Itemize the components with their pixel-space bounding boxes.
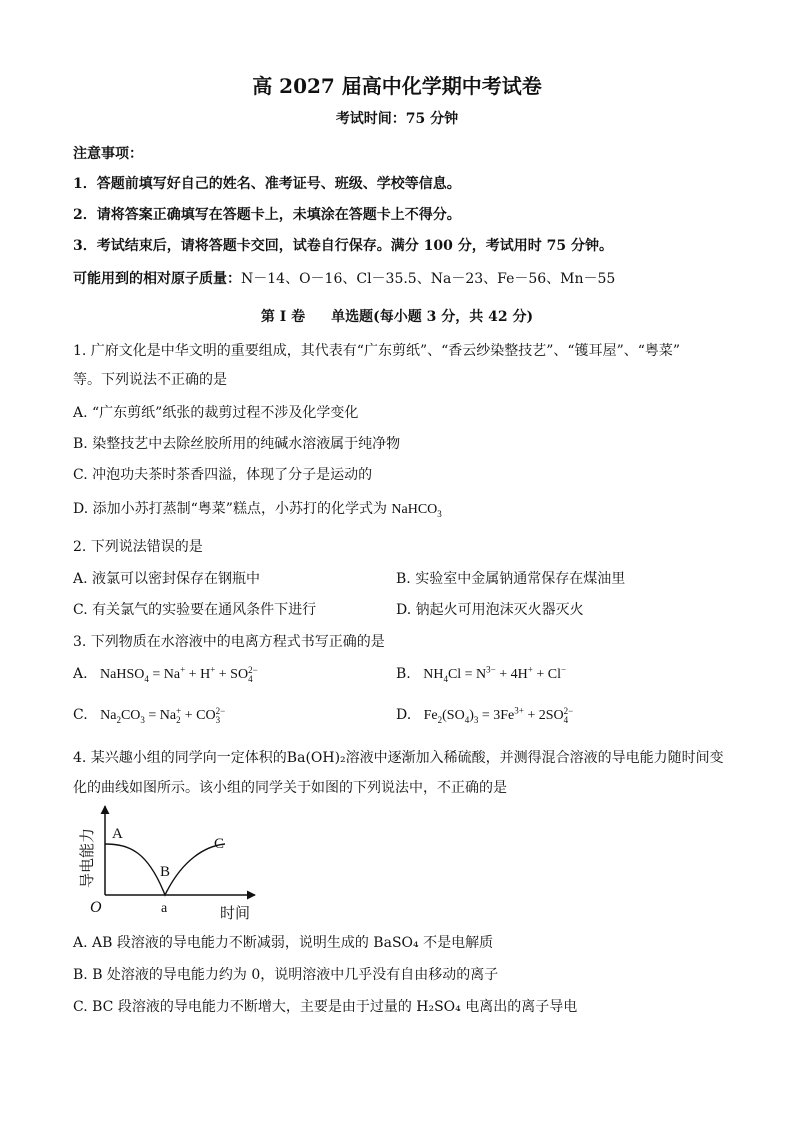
notice-item-2: 2．请将答案正确填写在答题卡上，未填涂在答题卡上不得分。 [73,207,461,223]
atomic-mass-label: 可能用到的相对原子质量： [73,271,241,287]
q4-stem-line1: 4. 某兴趣小组的同学向一定体积的Ba(OH)₂溶液中逐渐加入稀硫酸，并测得混合溶液的导电能力随时间变 [73,750,724,766]
point-label-b: B [160,864,171,880]
q1-option-d-text: D. 添加小苏打蒸制“粤菜”糕点，小苏打的化学式为 [73,501,387,517]
x-tick-label: a [161,901,168,916]
origin-label: O [90,899,102,916]
q3-option-a-equation: NaHSO$_4$ = Na+ + H+ + SO 2− 4 [100,664,258,685]
point-label-a: A [112,826,123,842]
section-name: 单选题(每小题 3 分，共 42 分) [331,309,534,325]
q2-option-a: A. 液氯可以密封保存在钢瓶中 [73,571,261,587]
q3-option-d: D. $Fe_2(SO_4)_3 = 3Fe^{3+} + 2SO$ 2− 4 [396,705,574,726]
q4-stem-line2: 化的曲线如图所示。该小组的同学关于如图的下列说法中，不正确的是 [73,780,507,796]
atomic-mass-line [73,268,615,288]
y-axis-label: 导电能力 [78,827,96,888]
exam-time: 考试时间：75 分钟 [335,111,459,127]
section-part: 第 I 卷 [260,309,306,325]
notice-item-3: 3．考试结束后，请将答题卡交回，试卷自行保存。满分 100 分，考试用时 75 分钟。 [73,238,613,254]
q1-stem-line2: 等。下列说法不正确的是 [73,372,227,388]
q3-option-b-equation: $NH_4Cl = N^{3-} + 4H^+ + Cl^-$ [423,664,567,684]
q3-option-c-equation: $Na_2CO_3 = Na$ + 2 + CO 2− 3 [100,706,226,726]
q4-option-c: C. BC 段溶液的导电能力不断增大，主要是由于过量的 H₂SO₄ 电离出的离子导电 [73,999,578,1015]
q2-option-c: C. 有关氯气的实验要在通风条件下进行 [73,602,317,618]
q1-option-d [73,498,442,518]
q3-option-a: A. NaHSO$_4$ = Na+ + H+ + SO 2− 4 [73,664,258,685]
q2-stem: 2. 下列说法错误的是 [73,539,203,555]
atomic-mass-values: N－14、O－16、Cl－35.5、Na－23、Fe－56、Mn－55 [241,271,616,287]
q2-option-d: D. 钠起火可用泡沫灭火器灭火 [396,602,584,618]
q1-option-d-formula: NaHCO$_3$ [391,502,442,519]
notice-item-1: 1．答题前填写好自己的姓名、准考证号、班级、学校等信息。 [73,176,461,192]
q4-option-a: A. AB 段溶液的导电能力不断减弱，说明生成的 BaSO₄ 不是电解质 [73,935,494,951]
q3-option-c: C. $Na_2CO_3 = Na$ + 2 + CO 2− 3 [73,706,226,726]
notice-heading: 注意事项： [73,146,143,162]
q1-stem-line1: 1. 广府文化是中华文明的重要组成，其代表有“广东剪纸”、“香云纱染整技艺”、“镬耳屋”、“粤菜” [73,343,681,359]
q1-option-b: B. 染整技艺中去除丝胶所用的纯碱水溶液属于纯净物 [73,436,401,452]
point-label-c: C [214,836,225,852]
section-header [0,306,794,326]
q4-option-b: B. B 处溶液的导电能力约为 0，说明溶液中几乎没有自由移动的离子 [73,967,499,983]
exam-title: 高 2027 届高中化学期中考试卷 [252,74,542,98]
q1-option-c: C. 冲泡功夫茶时茶香四溢，体现了分子是运动的 [73,467,373,483]
q2-option-b: B. 实验室中金属钠通常保存在煤油里 [396,571,626,587]
q3-stem: 3. 下列物质在水溶液中的电离方程式书写正确的是 [73,634,385,650]
q1-option-a: A. “广东剪纸”纸张的裁剪过程不涉及化学变化 [73,405,359,421]
conductivity-chart [70,800,270,930]
x-axis-label: 时间 [220,904,251,922]
q3-option-b: B. $NH_4Cl = N^{3-} + 4H^+ + Cl^-$ [396,664,567,684]
q3-option-d-equation: $Fe_2(SO_4)_3 = 3Fe^{3+} + 2SO$ 2− 4 [423,705,574,726]
